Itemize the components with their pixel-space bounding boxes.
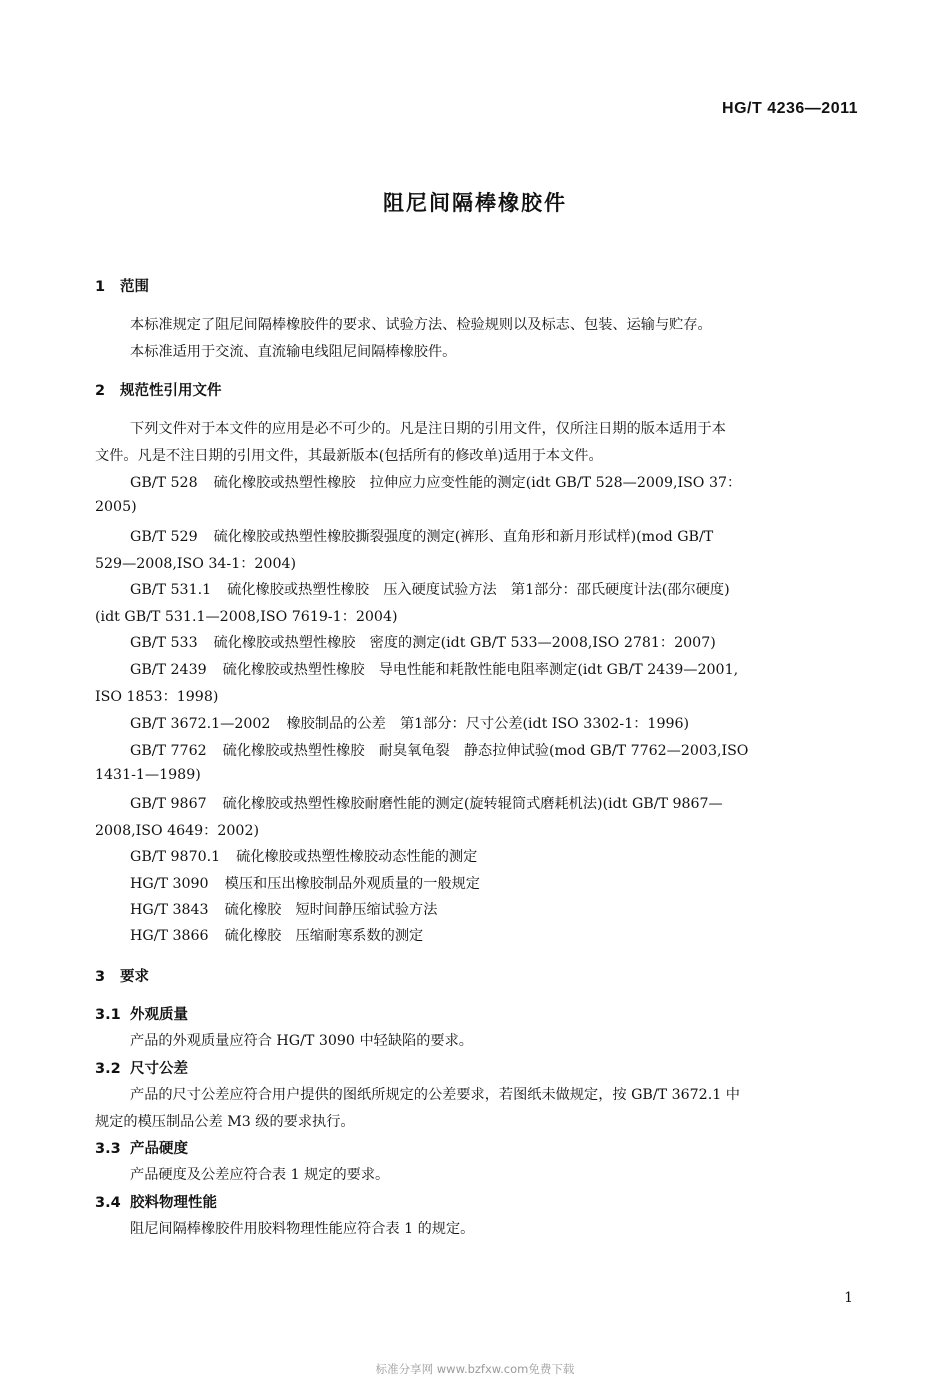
ref-code: GB/T 2439 <box>130 662 207 678</box>
subsection-heading <box>95 1003 188 1024</box>
subsection-title: 产品硬度 <box>130 1141 188 1157</box>
section-3-heading <box>95 965 149 986</box>
section-title: 规范性引用文件 <box>120 383 222 399</box>
subsection-heading <box>95 1191 217 1212</box>
paragraph: 阻尼间隔棒橡胶件用胶料物理性能应符合表 1 的规定。 <box>130 1221 475 1237</box>
subsection-heading <box>95 1137 188 1158</box>
reference-item <box>130 846 477 866</box>
ref-code: HG/T 3866 <box>130 928 209 944</box>
reference-item <box>130 873 480 893</box>
ref-title: 硫化橡胶或热塑性橡胶 密度的测定(idt GB/T 533—2008,ISO 2781：2007) <box>213 635 716 651</box>
section-2-heading <box>95 379 222 400</box>
footer-watermark: 标准分享网 www.bzfxw.com免费下载 <box>375 1362 575 1376</box>
subsection-title: 外观质量 <box>130 1007 188 1023</box>
reference-continuation: ISO 1853：1998) <box>95 689 219 705</box>
ref-code: HG/T 3090 <box>130 876 209 892</box>
reference-item <box>130 925 423 945</box>
subsection-heading <box>95 1057 188 1078</box>
section-number: 2 <box>95 383 106 399</box>
reference-item <box>130 579 730 599</box>
reference-item <box>130 899 437 919</box>
reference-continuation: (idt GB/T 531.1—2008,ISO 7619-1：2004) <box>95 609 398 625</box>
reference-item <box>130 793 723 813</box>
paragraph: 产品的外观质量应符合 HG/T 3090 中轻缺陷的要求。 <box>130 1033 473 1049</box>
ref-code: GB/T 531.1 <box>130 582 212 598</box>
ref-title: 模压和压出橡胶制品外观质量的一般规定 <box>224 876 480 892</box>
section-1-heading <box>95 275 149 296</box>
paragraph: 本标准规定了阻尼间隔棒橡胶件的要求、试验方法、检验规则以及标志、包装、运输与贮存。 <box>130 317 712 333</box>
ref-title: 硫化橡胶或热塑性橡胶 耐臭氧龟裂 静态拉伸试验(mod GB/T 7762—2003,ISO <box>222 743 749 759</box>
ref-code: GB/T 3672.1—2002 <box>130 716 271 732</box>
reference-item <box>130 472 741 492</box>
ref-code: HG/T 3843 <box>130 902 209 918</box>
reference-item <box>130 713 689 733</box>
ref-title: 硫化橡胶 压缩耐寒系数的测定 <box>224 928 424 944</box>
document-title: 阻尼间隔棒橡胶件 <box>383 191 567 215</box>
ref-code: GB/T 528 <box>130 475 198 491</box>
section-number: 1 <box>95 279 106 295</box>
subsection-title: 胶料物理性能 <box>130 1195 217 1211</box>
paragraph: 产品的尺寸公差应符合用户提供的图纸所规定的公差要求，若图纸未做规定，按 GB/T 3672.1 中 <box>130 1087 740 1103</box>
reference-item <box>130 659 738 679</box>
reference-continuation: 2005) <box>95 499 137 515</box>
standard-code: HG/T 4236—2011 <box>722 100 858 117</box>
section-title: 范围 <box>120 279 149 295</box>
reference-item <box>130 632 716 652</box>
paragraph: 本标准适用于交流、直流输电线阻尼间隔棒橡胶件。 <box>130 344 457 360</box>
reference-continuation: 529—2008,ISO 34-1：2004) <box>95 556 297 572</box>
subsection-number: 3.3 <box>95 1141 121 1157</box>
ref-code: GB/T 9870.1 <box>130 849 221 865</box>
paragraph: 产品硬度及公差应符合表 1 规定的要求。 <box>130 1167 390 1183</box>
ref-title: 硫化橡胶或热塑性橡胶撕裂强度的测定(裤形、直角形和新月形试样)(mod GB/T <box>213 529 714 545</box>
reference-continuation: 1431-1—1989) <box>95 767 201 783</box>
ref-code: GB/T 529 <box>130 529 198 545</box>
reference-item <box>130 526 713 546</box>
ref-code: GB/T 7762 <box>130 743 207 759</box>
reference-continuation: 2008,ISO 4649：2002) <box>95 823 260 839</box>
ref-title: 硫化橡胶或热塑性橡胶 导电性能和耗散性能电阻率测定(idt GB/T 2439—2001, <box>222 662 739 678</box>
subsection-number: 3.4 <box>95 1195 121 1211</box>
ref-code: GB/T 9867 <box>130 796 207 812</box>
section-number: 3 <box>95 969 106 985</box>
section-title: 要求 <box>120 969 149 985</box>
ref-title: 硫化橡胶或热塑性橡胶耐磨性能的测定(旋转辊筒式磨耗机法)(idt GB/T 9867— <box>222 796 723 812</box>
reference-item <box>130 740 748 760</box>
paragraph: 文件。凡是不注日期的引用文件，其最新版本(包括所有的修改单)适用于本文件。 <box>95 448 603 464</box>
ref-title: 硫化橡胶或热塑性橡胶 压入硬度试验方法 第1部分：邵氏硬度计法(邵尔硬度) <box>227 582 730 598</box>
ref-title: 硫化橡胶或热塑性橡胶 拉伸应力应变性能的测定(idt GB/T 528—2009,ISO 37： <box>213 475 742 491</box>
subsection-number: 3.1 <box>95 1007 121 1023</box>
ref-title: 硫化橡胶或热塑性橡胶动态性能的测定 <box>236 849 478 865</box>
paragraph: 规定的模压制品公差 M3 级的要求执行。 <box>95 1114 355 1130</box>
ref-title: 橡胶制品的公差 第1部分：尺寸公差(idt ISO 3302-1：1996) <box>286 716 690 732</box>
ref-title: 硫化橡胶 短时间静压缩试验方法 <box>224 902 438 918</box>
paragraph: 下列文件对于本文件的应用是必不可少的。凡是注日期的引用文件，仅所注日期的版本适用于本 <box>130 421 726 437</box>
subsection-number: 3.2 <box>95 1061 121 1077</box>
page-number: 1 <box>844 1290 853 1306</box>
subsection-title: 尺寸公差 <box>130 1061 188 1077</box>
ref-code: GB/T 533 <box>130 635 198 651</box>
